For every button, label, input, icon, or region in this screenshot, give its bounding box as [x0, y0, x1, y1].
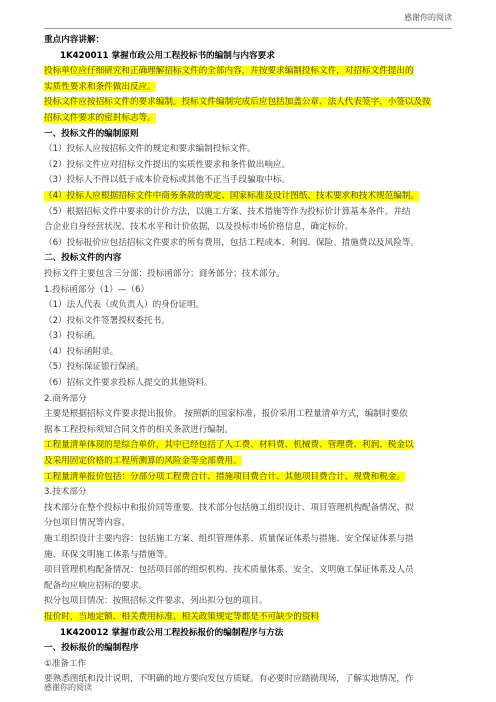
- topic-heading: 1K420012 掌握市政公用工程投标报价的编制程序与方法: [60, 627, 284, 638]
- list-item: [44, 189, 452, 205]
- list-item: （6）投标报价应包括招标文件要求的所有费用，包括工程成本、利润、保险、措施费以及风险等。: [44, 237, 420, 248]
- paragraph-line: [44, 438, 452, 454]
- header-text: 感谢你的阅读: [404, 13, 452, 22]
- document-body: [44, 33, 452, 688]
- topic-heading: 1K420011 掌握市政公用工程投标书的编制与内容要求: [60, 50, 275, 61]
- paragraph-line: [44, 454, 452, 470]
- highlighted-text: 工程量清单报价包括：分部分项工程费合计、措施项目费合计、其他项目费合计、规费和税金。: [44, 471, 405, 482]
- paragraph-line: 主要是根据招标文件要求提出报价。 按照新的国家标准，报价采用工程量清单方式，编制时要依: [44, 409, 408, 420]
- subheading: 3.技术部分: [44, 487, 87, 498]
- list-item: （3）投标函。: [44, 331, 102, 342]
- subheading: 1.投标函部分（1）—（6）: [44, 284, 150, 295]
- highlighted-text: 投标文件应按招标文件的要求编制。投标文件编制完成后应包括加盖公章、法人代表签字、小签以及按: [44, 97, 431, 108]
- subsection-heading: 一、投标文件的编制原则: [44, 128, 139, 139]
- paragraph-line: 要熟悉图纸和设计说明，不明确的地方要向发包方质疑。有必要时应踏勘现场，了解实地情况，作: [44, 674, 414, 685]
- subheading: ①准备工作: [44, 658, 87, 669]
- paragraph-line: [44, 80, 452, 96]
- highlighted-text: 工程量清单体现的是综合单价，其中已经包括了人工费、材料费、机械费、管理费、利润、税金以: [44, 440, 414, 451]
- paragraph-line: [44, 610, 452, 626]
- highlighted-text: （4）投标人应根据招标文件中商务条款的规定、国家标准及设计图纸、技术要求和技术规范编制。: [44, 190, 420, 201]
- list-item: （3）投标人不得以低于成本价竞标或其他不正当手段骗取中标。: [44, 175, 291, 186]
- list-item: （2）投标文件应对招标文件提出的实质性要求和条件做出响应。: [44, 159, 291, 170]
- paragraph-line: 项目管理机构配备情况：包括项目部的组织机构、技术质量体系、安全、文明施工保证体系及人员: [44, 565, 414, 576]
- paragraph-line: 配备均应响应招标的要求。: [44, 580, 148, 591]
- paragraph-line: [44, 470, 452, 486]
- paragraph-line: 合企业自身经营状况、技术水平和计价依据，以及投标市场价格信息，确定标价。: [44, 222, 354, 233]
- section-label: 重点内容讲解：: [44, 35, 105, 45]
- page-footer: 感谢你的阅读: [44, 683, 92, 692]
- paragraph-line: 据本工程投标须知合同文件的相关条款进行编制。: [44, 424, 234, 435]
- highlighted-text: 报价时，当地定额、相关费用标准、相关政策规定等都是不可缺少的资料: [44, 611, 320, 622]
- list-item: （5）根据招标文件中要求的计价方法，以施工方案、技术措施等作为投标价计算基本条件。并结: [44, 206, 411, 217]
- paragraph-line: 施、环保文明施工体系与措施等。: [44, 549, 173, 560]
- subsection-heading: 二、投标文件的内容: [44, 253, 122, 264]
- paragraph-line: [44, 64, 452, 80]
- highlighted-text: 实质性要求和条件做出反应。: [44, 81, 156, 92]
- list-item: （4）投标函附录。: [44, 346, 119, 357]
- paragraph-line: 施工组织设计主要内容：包括施工方案、组织管理体系、质量保证体系与措施、安全保证体系与措: [44, 534, 414, 544]
- list-item: （2）投标文件签署授权委托书。: [44, 315, 170, 326]
- list-item: （1）法人代表（或负责人）的身份证明。: [44, 300, 205, 311]
- page-header: [44, 0, 452, 29]
- list-item: （1）投标人应按招标文件的规定和要求编制投标文件。: [44, 144, 256, 155]
- highlighted-text: 招标文件要求的密封标志等。: [44, 112, 156, 123]
- paragraph-line: 拟分包项目情况：按照招标文件要求，列出拟分包的项目。: [44, 596, 268, 607]
- list-item: （6）招标文件要求投标人提交的其他资料。: [44, 378, 213, 389]
- paragraph-line: 投标文件主要包含三分部：投标函部分；商务部分；技术部分。: [44, 268, 285, 279]
- subheading: 2.商务部分: [44, 393, 87, 404]
- paragraph-line: 技术部分在整个投标中和报价同等重要。技术部分包括施工组织设计、项目管理机构配备情况、拟: [44, 502, 414, 513]
- subsection-heading: 一、投标报价的编制程序: [44, 643, 139, 654]
- paragraph-line: 分包项目情况等内容。: [44, 518, 130, 529]
- paragraph-line: [44, 95, 452, 111]
- paragraph-line: [44, 111, 452, 127]
- list-item: （5）投标保证银行保函。: [44, 362, 144, 373]
- highlighted-text: 投标单位应仔细研究和正确理解招标文件的全部内容，并按要求编制投标文件，对招标文件提出的: [44, 66, 414, 77]
- highlighted-text: 及采用固定价格的工程所测算的风险金等全部费用。: [44, 456, 242, 467]
